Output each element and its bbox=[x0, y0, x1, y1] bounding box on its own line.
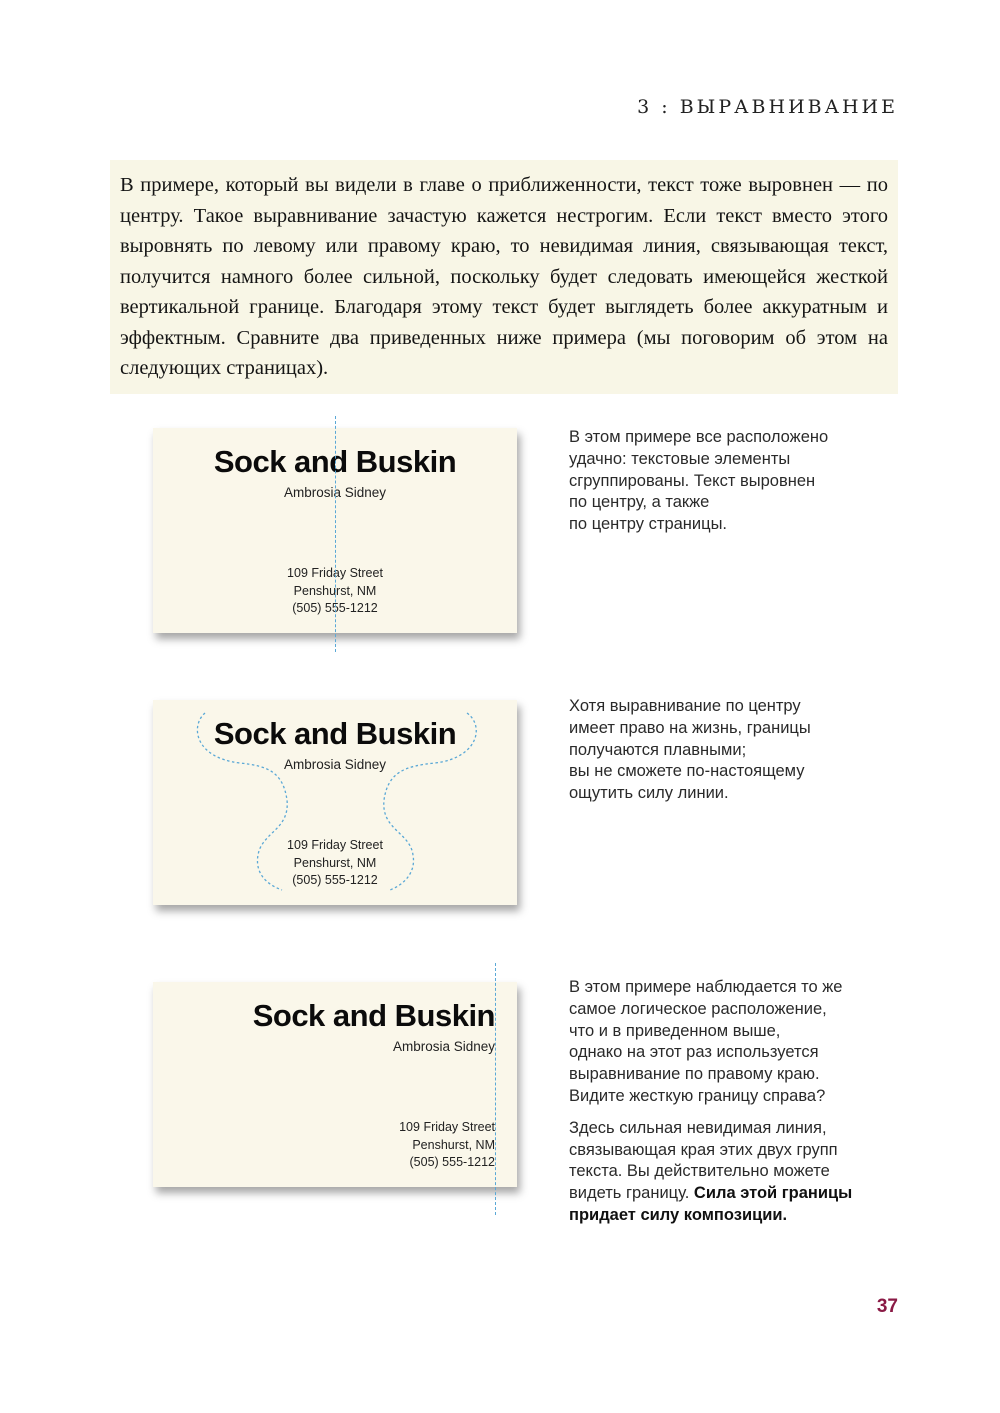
card-address-line: 109 Friday Street bbox=[287, 566, 383, 580]
card-title: Sock and Buskin bbox=[213, 444, 457, 479]
description-text: видеть границу. bbox=[569, 1184, 694, 1203]
description-line: вы не сможете по-настоящему bbox=[569, 762, 805, 781]
card-address-line: Penshurst, NM bbox=[293, 583, 377, 598]
page-number: 37 bbox=[876, 1296, 898, 1317]
card-address-line: (505) 555-1212 bbox=[409, 1155, 495, 1169]
running-head: 3 : ВЫРАВНИВАНИЕ bbox=[637, 96, 898, 118]
description-paragraph bbox=[569, 977, 899, 1108]
intro-text: В примере, который вы видели в главе о приближенности, текст тоже выровнен — по центру. Такое выравнивание зачастую кажется нестрогим. Если текст вместо этого выровнять по левому или правому краю, то невидимая линия, связывающая текст, получится намного более сильной, поскольку будет следовать имеющейся жесткой вертикальной границе. Благодаря этому текст будет выглядеть более аккуратным и эффектным. Сравните два приведенных ниже примера (мы поговорим об этом на следующих страницах). bbox=[120, 174, 888, 379]
card-address-line: 109 Friday Street bbox=[287, 838, 383, 852]
description-line: по центру, а также bbox=[569, 493, 710, 512]
description-line: однако на этот раз используется bbox=[569, 1043, 819, 1062]
card-address-line: (505) 555-1212 bbox=[292, 873, 378, 887]
description-emphasis: придает силу композиции. bbox=[569, 1205, 788, 1224]
description-line bbox=[569, 1205, 899, 1227]
description-line: ощутить силу линии. bbox=[569, 784, 729, 803]
business-card-right-aligned bbox=[153, 982, 517, 1187]
description-centered-outline bbox=[569, 696, 899, 805]
description-line: В этом примере наблюдается то же bbox=[569, 978, 843, 996]
description-centered bbox=[569, 427, 899, 536]
card-name: Ambrosia Sidney bbox=[283, 485, 387, 500]
card-name: Ambrosia Sidney bbox=[283, 757, 387, 772]
description-line bbox=[569, 1183, 899, 1205]
right-guide-line bbox=[495, 963, 496, 1215]
description-emphasis: Сила этой границы bbox=[693, 1184, 853, 1203]
card-title: Sock and Buskin bbox=[213, 716, 457, 751]
card-address bbox=[153, 1119, 495, 1172]
description-line: имеет право на жизнь, границы bbox=[569, 718, 811, 737]
description-line: по центру страницы. bbox=[569, 515, 728, 534]
description-line: В этом примере все расположено bbox=[569, 428, 829, 446]
description-line: выравнивание по правому краю. bbox=[569, 1065, 820, 1084]
description-line: получаются плавными; bbox=[569, 740, 747, 759]
card-address-line: 109 Friday Street bbox=[399, 1120, 495, 1134]
description-line: сгруппированы. Текст выровнен bbox=[569, 471, 816, 490]
description-line: Хотя выравнивание по центру bbox=[569, 697, 801, 715]
card-address-line: (505) 555-1212 bbox=[292, 601, 378, 615]
description-line: что и в приведенном выше, bbox=[569, 1021, 781, 1040]
card-address-line: Penshurst, NM bbox=[293, 855, 377, 870]
card-title: Sock and Buskin bbox=[252, 998, 495, 1033]
description-line: текста. Вы действительно можете bbox=[569, 1162, 830, 1181]
description-line: Видите жесткую границу справа? bbox=[569, 1086, 826, 1105]
description-paragraph bbox=[569, 1118, 899, 1227]
card-name: Ambrosia Sidney bbox=[392, 1039, 495, 1054]
description-line: самое логическое расположение, bbox=[569, 999, 827, 1018]
description-right-aligned bbox=[569, 977, 899, 1237]
description-line: удачно: текстовые элементы bbox=[569, 449, 791, 468]
description-line: связывающая края этих двух групп bbox=[569, 1140, 838, 1159]
description-line: Здесь сильная невидимая линия, bbox=[569, 1118, 827, 1137]
card-address-line: Penshurst, NM bbox=[412, 1137, 495, 1152]
